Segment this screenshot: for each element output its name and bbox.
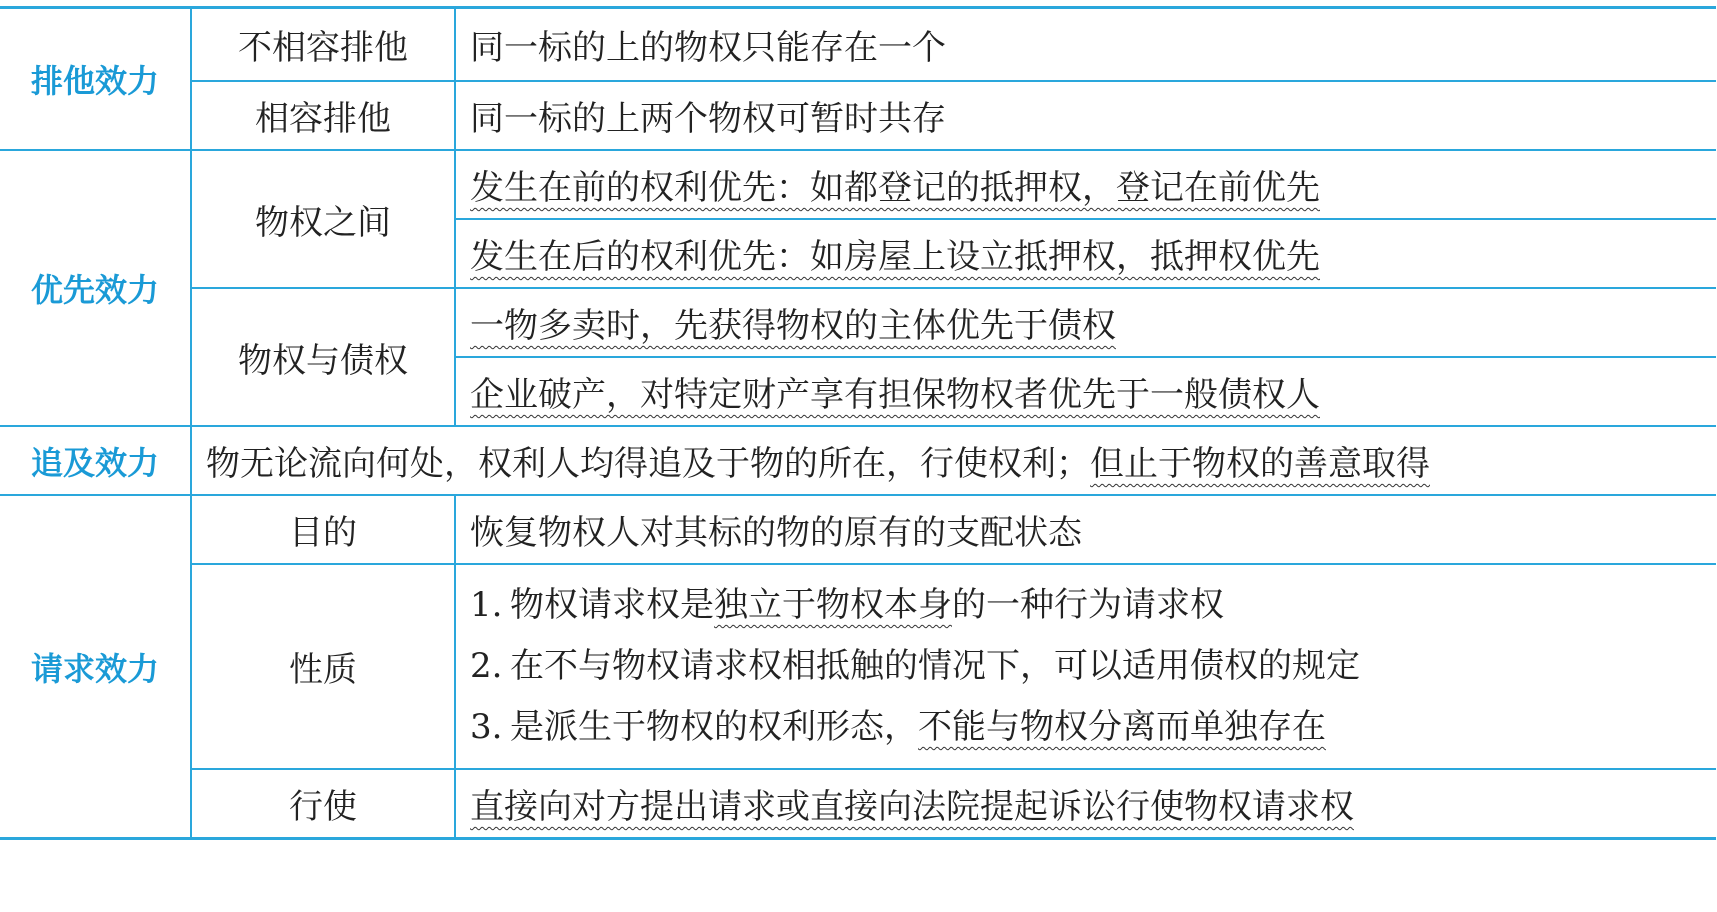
- sub-purpose: 目的: [191, 495, 455, 564]
- pursuit-good-faith-exception: 但止于物权的善意取得: [1090, 444, 1430, 484]
- desc-incompatible-exclusion: 同一标的上的物权只能存在一个: [455, 8, 1716, 82]
- desc-bankruptcy: 企业破产，对特定财产享有担保物权者优先于一般债权人: [470, 375, 1320, 415]
- desc-cell: [455, 219, 1716, 288]
- nature-list: [455, 564, 1716, 769]
- category-claim: 请求效力: [0, 495, 191, 839]
- desc-cell: [455, 769, 1716, 839]
- sub-property-vs-debt: 物权与债权: [191, 288, 455, 426]
- desc-compatible-exclusion: 同一标的上两个物权可暂时共存: [455, 81, 1716, 150]
- desc-earlier-right-priority: 发生在前的权利优先：如都登记的抵押权，登记在前优先: [470, 168, 1320, 208]
- sub-nature: 性质: [191, 564, 455, 769]
- desc-multiple-sale: 一物多卖时，先获得物权的主体优先于债权: [470, 306, 1116, 346]
- nature-item-marked: 独立于物权本身: [714, 585, 952, 625]
- category-priority: 优先效力: [0, 150, 191, 426]
- property-right-effects-table: [0, 6, 1716, 840]
- nature-item-text: 是派生于物权的权利形态，: [510, 707, 918, 747]
- nature-item-2: [470, 636, 1716, 697]
- nature-item-3: [470, 697, 1716, 758]
- sub-between-property-rights: 物权之间: [191, 150, 455, 288]
- nature-item-text: 的一种行为请求权: [952, 585, 1224, 625]
- nature-item-number: 3.: [470, 707, 503, 747]
- desc-cell: [455, 357, 1716, 426]
- category-exclusive: 排他效力: [0, 8, 191, 151]
- sub-compatible-exclusion: 相容排他: [191, 81, 455, 150]
- desc-cell: [455, 288, 1716, 357]
- nature-item-text: 在不与物权请求权相抵触的情况下，可以适用债权的规定: [510, 646, 1360, 686]
- pursuit-text: 物无论流向何处，权利人均得追及于物的所在，行使权利；: [206, 444, 1090, 484]
- desc-purpose: 恢复物权人对其标的物的原有的支配状态: [455, 495, 1716, 564]
- nature-item-text: 物权请求权是: [510, 585, 714, 625]
- desc-later-right-priority: 发生在后的权利优先：如房屋上设立抵押权，抵押权优先: [470, 237, 1320, 277]
- desc-pursuit: [191, 426, 1716, 495]
- nature-item-number: 2.: [470, 646, 503, 686]
- sub-exercise: 行使: [191, 769, 455, 839]
- nature-item-marked: 不能与物权分离而单独存在: [918, 707, 1326, 747]
- desc-exercise: 直接向对方提出请求或直接向法院提起诉讼行使物权请求权: [470, 787, 1354, 827]
- desc-cell: [455, 150, 1716, 219]
- nature-item-number: 1.: [470, 585, 503, 625]
- category-pursuit: 追及效力: [0, 426, 191, 495]
- nature-item-1: [470, 575, 1716, 636]
- sub-incompatible-exclusion: 不相容排他: [191, 8, 455, 82]
